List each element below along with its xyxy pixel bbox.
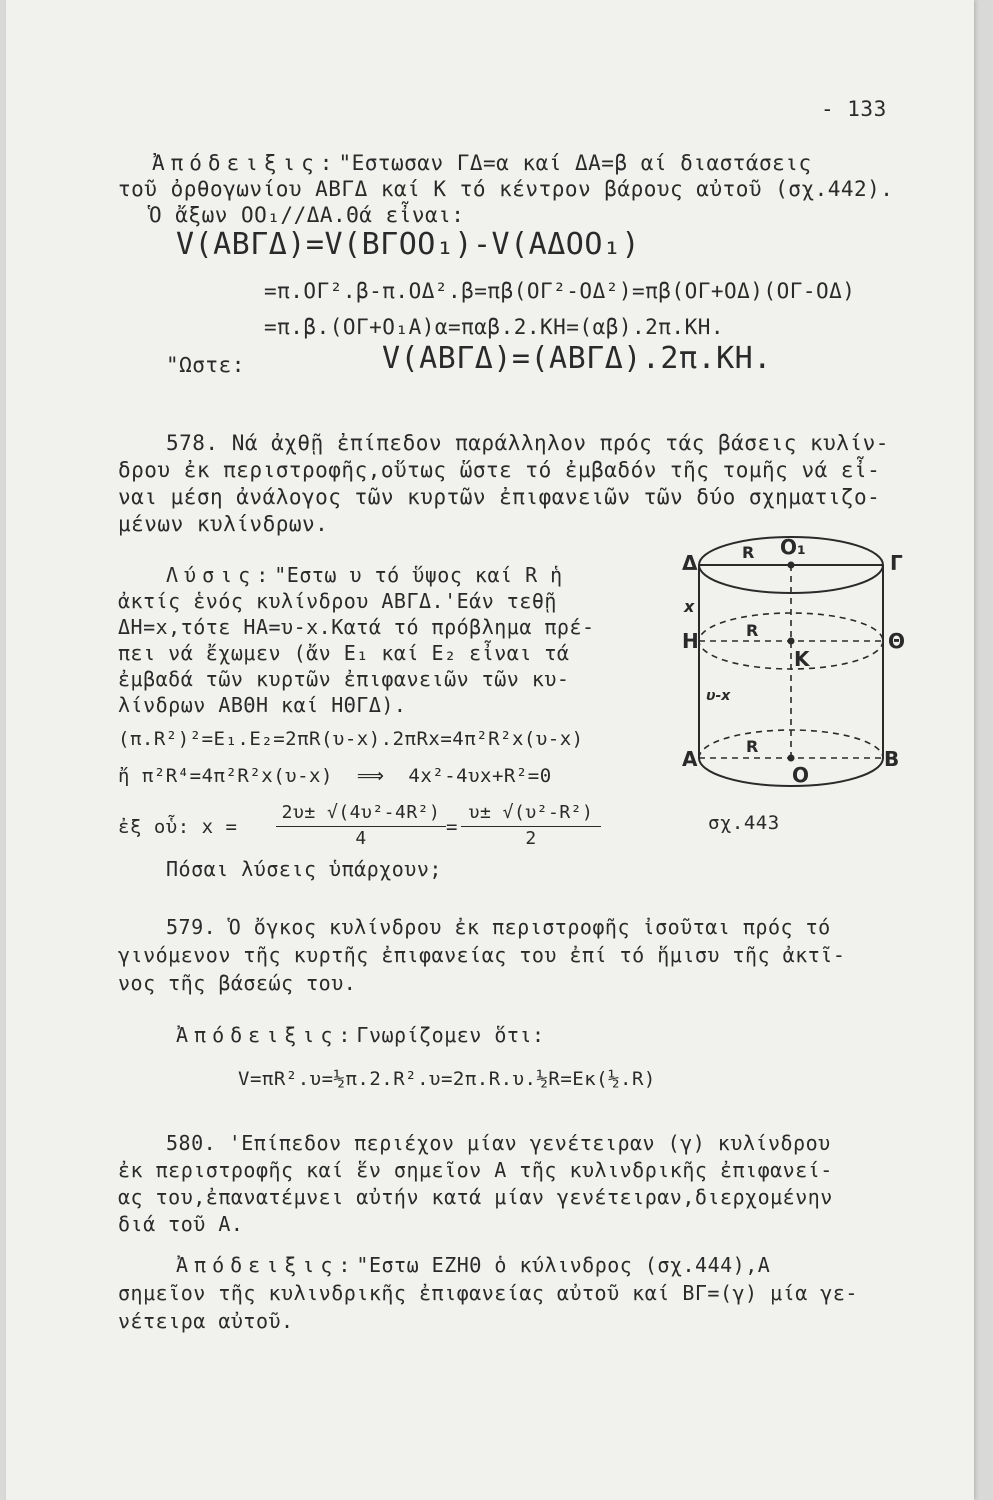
problem-text: μένων κυλίνδρων. bbox=[118, 512, 329, 536]
solution-text: ἀκτίς ἑνός κυλίνδρου ΑΒΓΔ.'Εάν τεθῇ bbox=[118, 589, 557, 613]
solution-label: Λύσις: bbox=[166, 563, 275, 587]
solution-text: ΔΗ=x,τότε ΗΑ=υ-x.Κατά τό πρόβλημα πρέ- bbox=[118, 615, 595, 639]
label-O1: Ο₁ bbox=[780, 535, 806, 559]
point-K bbox=[788, 638, 795, 645]
proof-paragraph bbox=[152, 150, 812, 176]
label-Th: Θ bbox=[888, 629, 906, 653]
page-number: - 133 bbox=[821, 97, 887, 121]
equals-sign: = bbox=[446, 816, 458, 838]
equation-prefix: ἐξ οὗ: x = bbox=[118, 816, 238, 838]
question-text: Πόσαι λύσεις ὑπάρχουν; bbox=[166, 857, 442, 881]
problem-text: δρου ἐκ περιστροφῆς,οὕτως ὥστε τό ἐμβαδόν τῆς τομῆς νά εἶ- bbox=[118, 458, 881, 482]
problem-text: διά τοῦ Α. bbox=[118, 1212, 244, 1236]
proof-paragraph bbox=[176, 1022, 545, 1048]
label-H: Η bbox=[682, 629, 699, 653]
problem-text: 578. Νά ἀχθῇ ἐπίπεδον παράλληλον πρός τάς βάσεις κυλίν- bbox=[166, 431, 889, 455]
equation: =π.ΟΓ².β-π.ΟΔ².β=πβ(ΟΓ²-ΟΔ²)=πβ(ΟΓ+ΟΔ)(ΟΓ-ΟΔ) bbox=[264, 279, 856, 303]
solution-text: πει νά ἔχωμεν (ἄν Ε₁ καί Ε₂ εἶναι τά bbox=[118, 641, 570, 665]
label-A: Α bbox=[682, 747, 698, 771]
fraction-denominator: 2 bbox=[525, 828, 537, 849]
label-G: Γ bbox=[890, 551, 903, 575]
label-R-mid: R bbox=[746, 621, 759, 640]
equation: V=πR².υ=½π.2.R².υ=2π.R.υ.½R=Eκ(½.R) bbox=[238, 1068, 656, 1090]
proof-text: "Εστω ΕΖΗΘ ὁ κύλινδρος (σχ.444),Α bbox=[356, 1253, 771, 1277]
equation: V(ΑΒΓΔ)=V(ΒΓΟΟ₁)-V(ΑΔΟΟ₁) bbox=[176, 227, 641, 262]
hence-label: "Ωστε: bbox=[166, 353, 245, 377]
proof-text: τοῦ ὀρθογωνίου ΑΒΓΔ καί Κ τό κέντρον βάρους αὐτοῦ (σχ.442). bbox=[118, 177, 894, 201]
point-O1 bbox=[788, 562, 795, 569]
solution-text: ἐμβαδά τῶν κυρτῶν ἐπιφανειῶν τῶν κυ- bbox=[118, 667, 570, 691]
label-O: Ο bbox=[792, 763, 810, 787]
proof-text: "Εστωσαν ΓΔ=α καί ΔΑ=β αί διαστάσεις bbox=[338, 151, 812, 175]
equation: ἤ π²R⁴=4π²R²x(υ-x) ⟹ 4x²-4υx+R²=0 bbox=[118, 765, 552, 787]
proof-text: Γνωρίζομεν ὅτι: bbox=[356, 1023, 545, 1047]
label-K: Κ bbox=[794, 647, 810, 671]
solution-paragraph bbox=[166, 562, 563, 588]
problem-text: νος τῆς βάσεώς του. bbox=[118, 971, 357, 995]
problem-text: ἐκ περιστροφῆς καί ἕν σημεῖον Α τῆς κυλινδρικῆς ἐπιφανεί- bbox=[118, 1158, 833, 1182]
proof-label: Ἀπόδειξις: bbox=[176, 1023, 357, 1047]
fraction-denominator: 4 bbox=[355, 828, 367, 849]
label-B: Β bbox=[884, 747, 900, 771]
label-u-minus-x: υ-x bbox=[706, 688, 731, 704]
proof-text: σημεῖον τῆς κυλινδρικῆς ἐπιφανείας αὐτοῦ καί ΒΓ=(γ) μία γε- bbox=[118, 1281, 858, 1305]
problem-text: ναι μέση ἀνάλογος τῶν κυρτῶν ἐπιφανειῶν τῶν δύο σχηματιζο- bbox=[118, 485, 881, 509]
point-O bbox=[788, 755, 795, 762]
proof-text: νέτειρα αὐτοῦ. bbox=[118, 1309, 294, 1333]
bottom-base-front bbox=[699, 758, 883, 786]
label-R-bot: R bbox=[746, 737, 759, 756]
proof-paragraph bbox=[176, 1252, 770, 1278]
fraction-numerator: υ± √(υ²-R²) bbox=[461, 800, 601, 827]
problem-text: 580. 'Επίπεδον περιέχον μίαν γενέτειραν (γ) κυλίνδρου bbox=[166, 1131, 831, 1155]
equation: =π.β.(ΟΓ+Ο₁Α)α=παβ.2.ΚΗ=(αβ).2π.ΚΗ. bbox=[264, 315, 725, 339]
problem-text: γινόμενον τῆς κυρτῆς ἐπιφανείας του ἐπί τό ἥμισυ τῆς ἀκτῖ- bbox=[118, 943, 846, 967]
solution-text: "Εστω υ τό ὕψος καί R ἡ bbox=[274, 563, 563, 587]
label-R-top: R bbox=[742, 543, 755, 562]
document-page bbox=[6, 0, 974, 1500]
equation: (π.R²)²=E₁.E₂=2πR(υ-x).2πRx=4π²R²x(υ-x) bbox=[118, 728, 584, 750]
problem-text: 579. Ὁ ὄγκος κυλίνδρου ἐκ περιστροφῆς ἰσοῦται πρός τό bbox=[166, 915, 831, 939]
equation: V(ΑΒΓΔ)=(ΑΒΓΔ).2π.ΚΗ. bbox=[382, 341, 772, 376]
figure-caption: σχ.443 bbox=[708, 812, 780, 834]
proof-label: Ἀπόδειξις: bbox=[176, 1253, 357, 1277]
proof-label: Ἀπόδειξις: bbox=[152, 151, 339, 175]
label-x: x bbox=[684, 597, 695, 616]
cylinder-figure bbox=[676, 520, 916, 810]
proof-text: Ὁ ἄξων ΟΟ₁//ΔΑ.Θά εἶναι: bbox=[149, 203, 465, 227]
problem-text: ας του,ἐπανατέμνει αὐτήν κατά μίαν γενέτειραν,διερχομένην bbox=[118, 1185, 833, 1209]
solution-text: λίνδρων ΑΒΘΗ καί ΗΘΓΔ). bbox=[118, 693, 407, 717]
label-D: Δ bbox=[682, 551, 698, 575]
fraction-numerator: 2υ± √(4υ²-4R²) bbox=[276, 800, 446, 827]
